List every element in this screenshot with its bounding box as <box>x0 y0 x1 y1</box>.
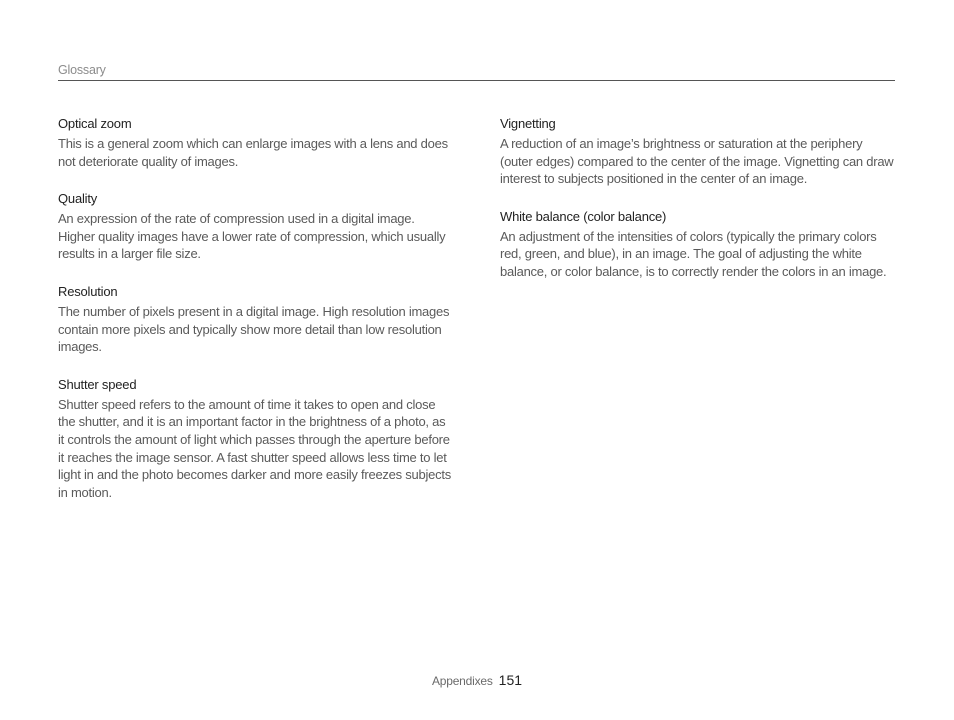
page-footer <box>0 672 954 690</box>
footer-section-label: Appendixes <box>431 674 493 688</box>
glossary-definition: This is a general zoom which can enlarge images with a lens and does not deteriorate quality of images. <box>58 136 448 169</box>
glossary-definition: A reduction of an image’s brightness or saturation at the periphery (outer edges) compared to the center of the image. Vignetting can draw interest to subjects positioned in the center of an image. <box>500 136 894 187</box>
page-header <box>58 62 895 81</box>
glossary-definition: An adjustment of the intensities of colors (typically the primary colors red, green, and blue), in an image. The goal of adjusting the white balance, or color balance, is to correctly render the colors in an image. <box>500 228 887 279</box>
glossary-definition: Shutter speed refers to the amount of time it takes to open and close the shutter, and it is an important factor in the brightness of a photo, as it controls the amount of light which passes through the aperture before it reaches the image sensor. A fast shutter speed allows less time to let light in and the photo becomes darker and more easily freezes subjects in motion. <box>58 396 451 500</box>
glossary-entry-resolution <box>58 283 452 356</box>
page-number: 151 <box>498 672 523 688</box>
glossary-definition: An expression of the rate of compression used in a digital image. Higher quality images have a lower rate of compression, which usually results in a larger file size. <box>58 211 446 262</box>
glossary-definition: The number of pixels present in a digital image. High resolution images contain more pixels and typically show more detail than low resolution images. <box>58 303 450 355</box>
left-column <box>58 115 452 521</box>
glossary-term: Optical zoom <box>58 116 132 131</box>
glossary-entry-vignetting <box>500 115 896 188</box>
glossary-entry-quality <box>58 190 452 263</box>
right-column <box>500 115 896 301</box>
glossary-term: Vignetting <box>500 116 556 131</box>
glossary-term: Resolution <box>58 283 118 299</box>
glossary-term: Quality <box>58 191 98 207</box>
page-header-title: Glossary <box>58 63 106 77</box>
glossary-term: Shutter speed <box>58 376 137 392</box>
glossary-entry-white-balance <box>500 208 896 281</box>
glossary-entry-shutter-speed <box>58 376 452 502</box>
glossary-entry-optical-zoom <box>58 115 452 170</box>
glossary-term: White balance (color balance) <box>500 208 667 224</box>
